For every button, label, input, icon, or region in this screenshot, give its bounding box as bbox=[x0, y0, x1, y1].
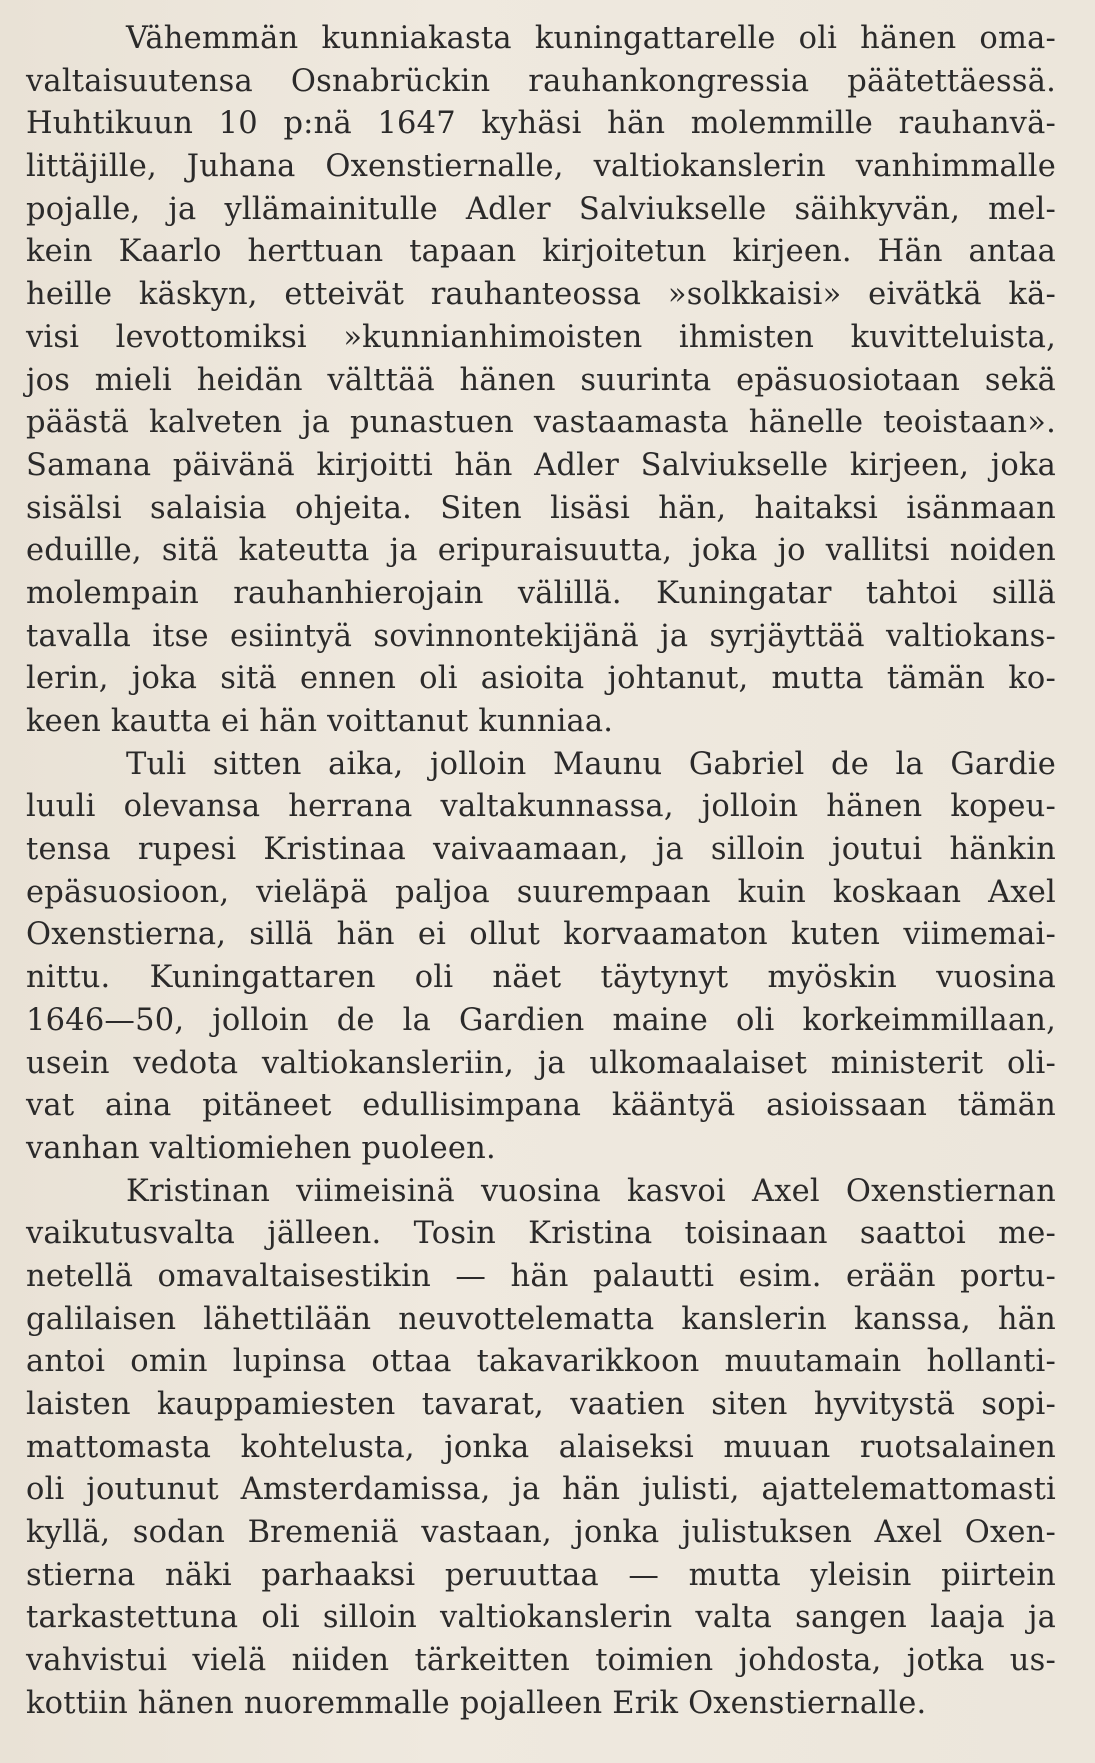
text-line: Kristinan viimeisinä vuosina kasvoi Axel Oxenstiernan bbox=[126, 1173, 1056, 1209]
text-line: kein Kaarlo herttuan tapaan kirjoitetun kirjeen. Hän antaa bbox=[26, 234, 1056, 270]
text-line: stierna näki parhaaksi peruuttaa — mutta yleisin piirtein bbox=[26, 1557, 1056, 1593]
text-line: visi levottomiksi »kunnianhimoisten ihmisten kuvitteluista, bbox=[26, 319, 1056, 355]
text-line: Oxenstierna, sillä hän ei ollut korvaamaton kuten viimemai- bbox=[26, 917, 1056, 953]
text-line: pojalle, ja yllämainitulle Adler Salviukselle säihkyvän, mel- bbox=[26, 191, 1056, 227]
text-line: keen kautta ei hän voittanut kunniaa. bbox=[26, 704, 614, 739]
text-line: luuli olevansa herrana valtakunnassa, jolloin hänen kopeu- bbox=[26, 789, 1056, 825]
text-line: Huhtikuun 10 p:nä 1647 kyhäsi hän molemmille rauhanvä- bbox=[26, 106, 1056, 142]
text-line: kyllä, sodan Bremeniä vastaan, jonka julistuksen Axel Oxen- bbox=[26, 1515, 1056, 1551]
text-line: eduille, sitä kateutta ja eripuraisuutta, joka jo vallitsi noiden bbox=[26, 533, 1056, 569]
text-line: antoi omin lupinsa ottaa takavarikkoon muutamain hollanti- bbox=[26, 1344, 1056, 1380]
text-line: Samana päivänä kirjoitti hän Adler Salviukselle kirjeen, joka bbox=[26, 447, 1056, 483]
text-line: oli joutunut Amsterdamissa, ja hän julisti, ajattelemattomasti bbox=[26, 1472, 1056, 1508]
text-line: sisälsi salaisia ohjeita. Siten lisäsi hän, haitaksi isänmaan bbox=[26, 490, 1056, 526]
text-line: jos mieli heidän välttää hänen suurinta epäsuosiotaan sekä bbox=[26, 362, 1056, 398]
text-line: Tuli sitten aika, jolloin Maunu Gabriel de la Gardie bbox=[126, 746, 1056, 782]
text-line: mattomasta kohtelusta, jonka alaiseksi muuan ruotsalainen bbox=[26, 1429, 1056, 1465]
text-line: vanhan valtiomiehen puoleen. bbox=[26, 1130, 496, 1166]
text-line: vahvistui vielä niiden tärkeitten toimien johdosta, jotka us- bbox=[26, 1643, 1056, 1679]
text-line: tarkastettuna oli silloin valtiokanslerin valta sangen laaja ja bbox=[26, 1600, 1056, 1636]
book-page-text bbox=[26, 18, 1056, 1726]
text-line: vat aina pitäneet edullisimpana kääntyä asioissaan tämän bbox=[26, 1088, 1056, 1124]
text-line: lerin, joka sitä ennen oli asioita johtanut, mutta tämän ko- bbox=[26, 661, 1056, 697]
text-line: usein vedota valtiokansleriin, ja ulkomaalaiset ministerit oli- bbox=[26, 1045, 1056, 1081]
text-line: 1646—50, jolloin de la Gardien maine oli korkeimmillaan, bbox=[26, 1002, 1056, 1038]
text-line: Vähemmän kunniakasta kuningattarelle oli hänen oma- bbox=[126, 21, 1056, 56]
paragraph-3 bbox=[26, 1171, 1056, 1726]
text-line: valtaisuutensa Osnabrückin rauhankongressia päätettäessä. bbox=[26, 63, 1056, 99]
text-line: nittu. Kuningattaren oli näet täytynyt myöskin vuosina bbox=[26, 960, 1056, 996]
paragraph-1 bbox=[26, 18, 1056, 744]
text-line: littäjille, Juhana Oxenstiernalle, valtiokanslerin vanhimmalle bbox=[26, 149, 1056, 185]
text-line: vaikutusvalta jälleen. Tosin Kristina toisinaan saattoi me- bbox=[26, 1216, 1056, 1252]
text-line: kottiin hänen nuoremmalle pojalleen Erik Oxenstiernalle. bbox=[26, 1685, 927, 1721]
text-line: netellä omavaltaisestikin — hän palautti esim. erään portu- bbox=[26, 1258, 1056, 1294]
text-line: tensa rupesi Kristinaa vaivaamaan, ja silloin joutui hänkin bbox=[26, 832, 1056, 868]
text-line: tavalla itse esiintyä sovinnontekijänä ja syrjäyttää valtiokans- bbox=[26, 618, 1056, 654]
text-line: päästä kalveten ja punastuen vastaamasta hänelle teoistaan». bbox=[26, 405, 1056, 441]
text-line: molempain rauhanhierojain välillä. Kuningatar tahtoi sillä bbox=[26, 575, 1056, 611]
text-line: heille käskyn, etteivät rauhanteossa »solkkaisi» eivätkä kä- bbox=[26, 277, 1056, 313]
text-line: epäsuosioon, vieläpä paljoa suurempaan kuin koskaan Axel bbox=[26, 874, 1056, 910]
text-line: laisten kauppamiesten tavarat, vaatien siten hyvitystä sopi- bbox=[26, 1387, 1056, 1422]
text-line: galilaisen lähettilään neuvottelematta kanslerin kanssa, hän bbox=[26, 1301, 1056, 1337]
paragraph-2 bbox=[26, 744, 1056, 1171]
